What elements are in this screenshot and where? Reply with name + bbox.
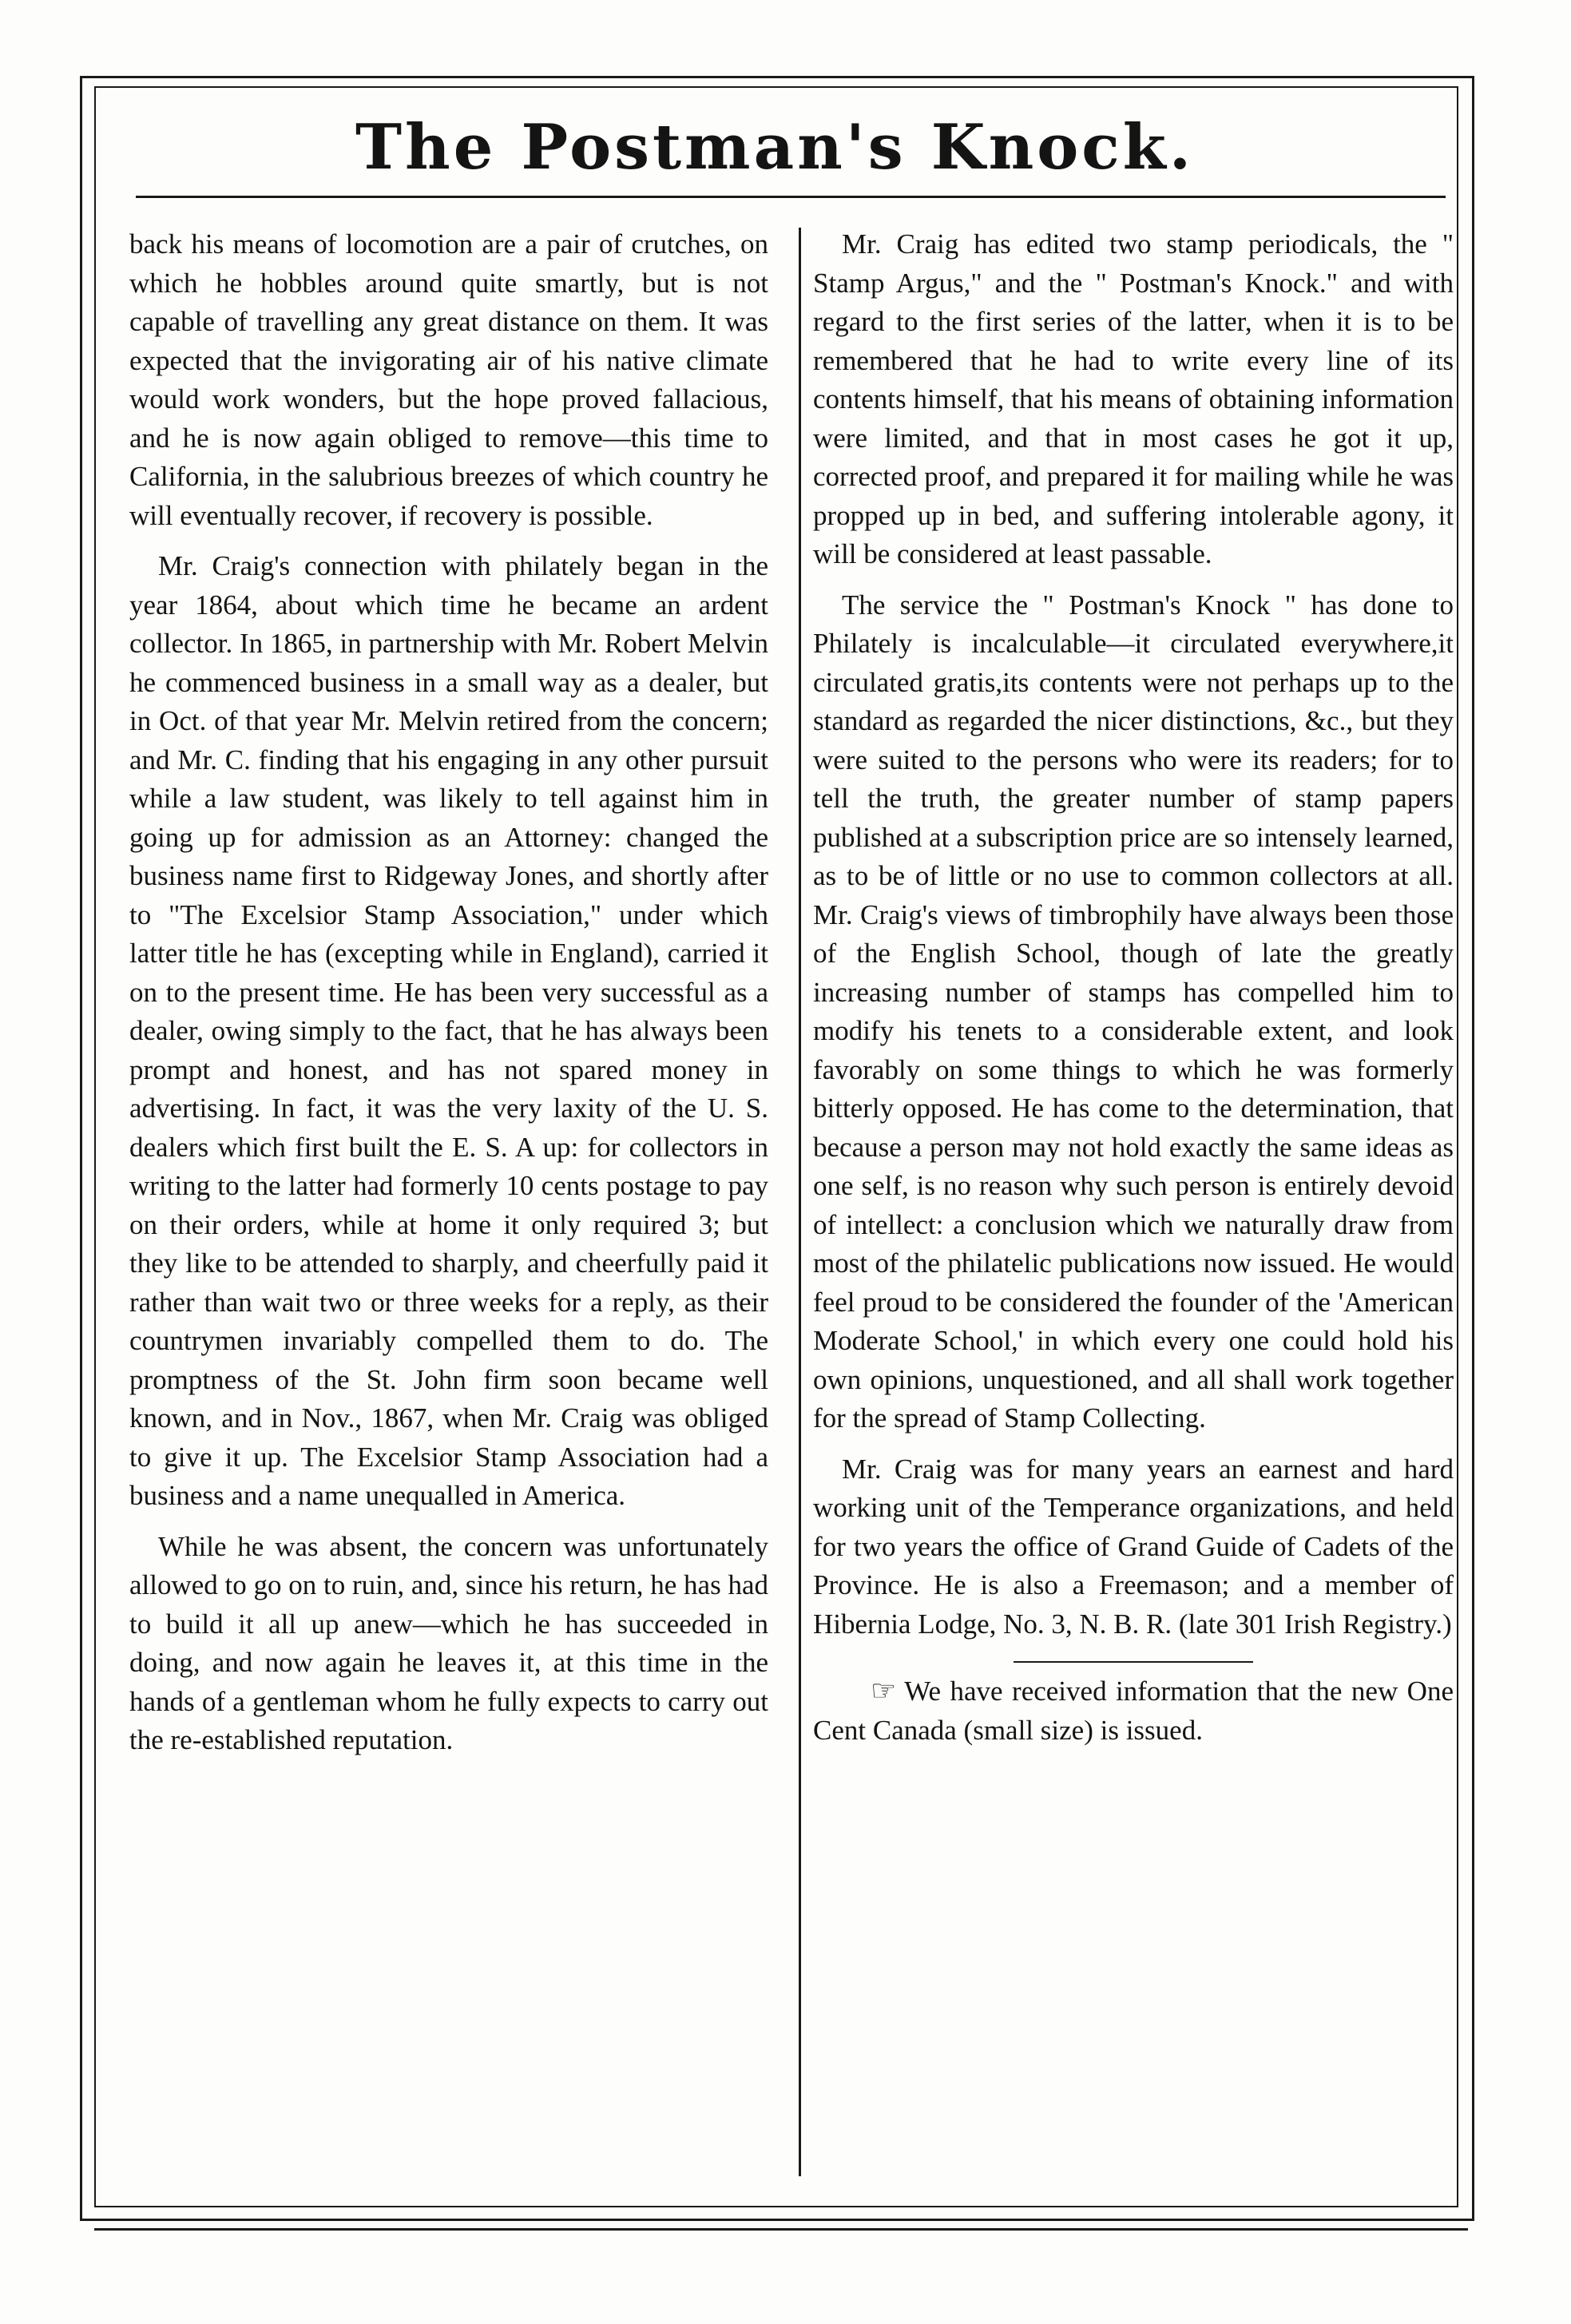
pointing-hand-icon: ☞ bbox=[871, 1675, 897, 1707]
left-column bbox=[129, 225, 768, 1772]
notice-paragraph bbox=[813, 1672, 1454, 1750]
paragraph: The service the " Postman's Knock " has done to Philately is incalculable—it circulated everywhere,it circulated gratis,its contents were not perhaps up to the standard as regarded the nicer distinctions, &c., but they were suited to the persons who were its readers; for to tell the truth, the greater number of stamp papers published at a subscription price are so intensely learned, as to be of little or no use to common collectors at all. Mr. Craig's views of timbrophily have always been those of the English School, though of late the greatly increasing number of stamps has compelled him to modify his tenets to a considerable extent, and look favorably on some things to which he was formerly bitterly opposed. He has come to the determination, that because a person may not hold exactly the same ideas as one self, is no reason why such person is entirely devoid of intellect: a conclusion which we naturally draw from most of the philatelic publications now issued. He would feel proud to be considered the founder of the 'American Moderate School,' in which every one could hold his own opinions, unquestioned, and all shall work together for the spread of Stamp Collecting. bbox=[813, 589, 1454, 1434]
column-divider bbox=[799, 228, 801, 2176]
bottom-rule bbox=[94, 2228, 1468, 2231]
paragraph: Mr. Craig's connection with philately began in the year 1864, about which time he became an ardent collector. In 1865, in partnership with Mr. Robert Melvin he commenced business in a small way as a dealer, but in Oct. of that year Mr. Melvin retired from the concern; and Mr. C. finding that his engaging in any other pursuit while a law student, was likely to tell against him in going up for admission as an Attorney: changed the business name first to Ridgeway Jones, and shortly after to "The Excelsior Stamp Association," under which latter title he has (excepting while in England), carried it on to the present time. He has been very successful as a dealer, owing simply to the fact, that he has always been prompt and honest, and has not spared money in advertising. In fact, it was the very laxity of the U. S. dealers which first built the E. S. A up: for collectors in writing to the latter had formerly 10 cents postage to pay on their orders, while at home it only required 3; but they like to be attended to sharply, and cheerfully paid it rather than wait two or three weeks for a reply, as their countrymen invariably compelled them to do. The promptness of the St. John firm soon became well known, and in Nov., 1867, when Mr. Craig was obliged to give it up. The Excelsior Stamp Association had a business and a name unequalled in America. bbox=[129, 550, 769, 1511]
notice-text: We have received information that the new One Cent Canada (small size) is issued. bbox=[813, 1676, 1454, 1746]
paragraph: back his means of locomotion are a pair of crutches, on which he hobbles around quite smartly, but is not capable of travelling any great distance on them. It was expected that the invigorating air of his native climate would work wonders, but the hope proved fallacious, and he is now again obliged to remove—this time to California, in the salubrious breezes of which country he will eventually recover, if recovery is possible. bbox=[129, 228, 768, 531]
notice-rule bbox=[1014, 1661, 1253, 1663]
paragraph: Mr. Craig has edited two stamp periodicals, the " Stamp Argus," and the " Postman's Knock." and with regard to the first series of the latter, when it is to be remembered that he had to write every line of its contents himself, that his means of obtaining information were limited, and that in most cases he got it up, corrected proof, and prepared it for mailing while he was propped up in bed, and suffering intolerable agony, it will be considered at least passable. bbox=[813, 228, 1454, 569]
masthead-rule bbox=[136, 196, 1446, 198]
masthead-title: The Postman's Knock. bbox=[355, 111, 1194, 184]
paragraph: While he was absent, the concern was unfortunately allowed to go on to ruin, and, since his return, he has had to build it all up anew—which he has succeeded in doing, and now again he leaves it, at this time in the hands of a gentleman whom he fully expects to carry out the re-established reputation. bbox=[129, 1530, 768, 1755]
paragraph: Mr. Craig was for many years an earnest and hard working unit of the Temperance organizations, and held for two years the office of Grand Guide of Cadets of the Province. He is also a Freemason; and a member of Hibernia Lodge, No. 3, N. B. R. (late 301 Irish Registry.) bbox=[813, 1453, 1454, 1640]
right-column bbox=[813, 225, 1454, 1762]
